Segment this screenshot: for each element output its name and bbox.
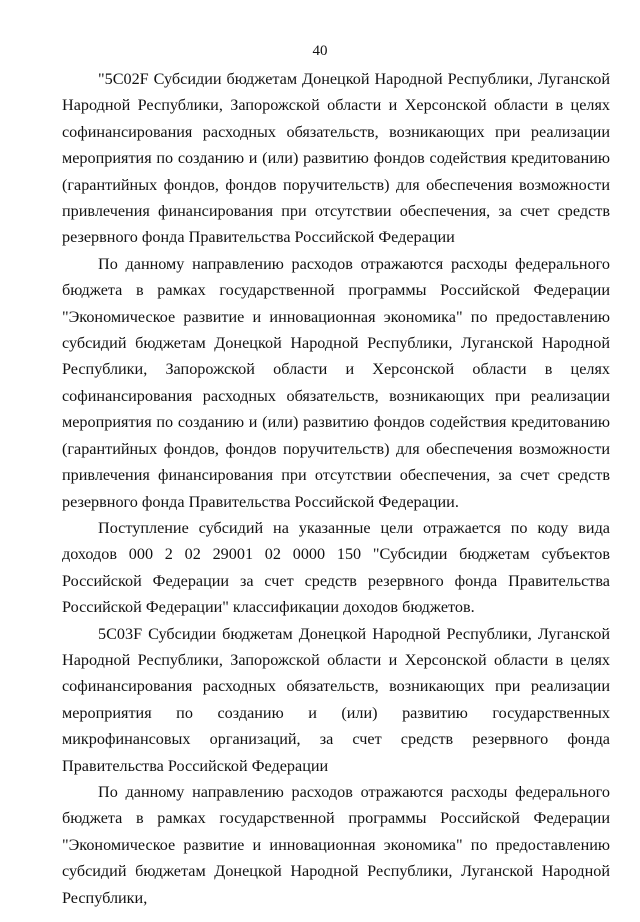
paragraph-5c03f-heading: 5С03F Субсидии бюджетам Донецкой Народной Республики, Луганской Народной Республики, Запорожской области и Херсонской области в целях софинансирования расходных обязательств, возникающих при реализации мероприятия по созданию и (или) развитию государственных микрофинансовых организаций, за счет средств резервного фонда Правительства Российской Федерации bbox=[62, 624, 610, 775]
page-number: 40 bbox=[312, 43, 328, 59]
paragraph-5c02f-heading: "5С02F Субсидии бюджетам Донецкой Народной Республики, Луганской Народной Республики, Запорожской области и Херсонской области в целях софинансирования расходных обязательств, возникающих при реализации мероприятия по созданию и (или) развитию фондов содействия кредитованию (гарантийных фондов, фондов поручительств) для обеспечения возможности привлечения финансирования при отсутствии обеспечения, за счет средств резервного фонда Правительства Российской Федерации bbox=[62, 70, 610, 247]
paragraph-income-code: Поступление субсидий на указанные цели отражается по коду вида доходов 000 2 02 29001 02 0000 150 "Субсидии бюджетам субъектов Российской Федерации за счет средств резервного фонда Правительства Российской Федерации" классификации доходов бюджетов. bbox=[62, 518, 610, 617]
paragraph-5c02f-description: По данному направлению расходов отражаются расходы федерального бюджета в рамках государственной программы Российской Федерации "Экономическое развитие и инновационная экономика" по предоставлению субсидий бюджетам Донецкой Народной Республики, Луганской Народной Республики, Запорожской области и Херсонской области в целях софинансирования расходных обязательств, возникающих при реализации мероприятия по созданию и (или) развитию фондов содействия кредитованию (гарантийных фондов, фондов поручительств) для обеспечения возможности привлечения финансирования при отсутствии обеспечения, за счет средств резервного фонда Правительства Российской Федерации. bbox=[62, 254, 610, 511]
document-body bbox=[62, 66, 610, 911]
paragraph-5c03f-description: По данному направлению расходов отражаются расходы федерального бюджета в рамках государственной программы Российской Федерации "Экономическое развитие и инновационная экономика" по предоставлению субсидий бюджетам Донецкой Народной Республики, Луганской Народной Республики, bbox=[62, 782, 610, 907]
